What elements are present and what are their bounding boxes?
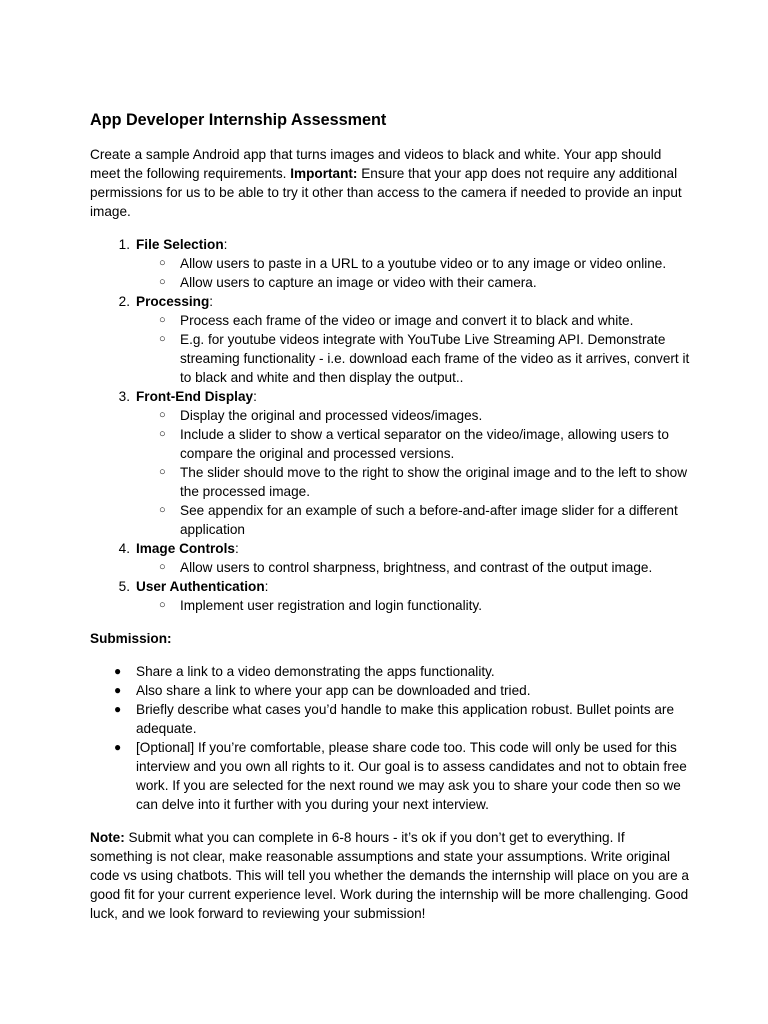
requirement-heading: Processing [136,294,210,309]
requirement-item: 1. File Selection: ○ Allow users to paste in a URL to a youtube video or to any image or video online. ○ Allow users to capture an image or video with their camera. [90,235,690,292]
sub-list-item [136,311,690,330]
sub-list-text: E.g. for youtube videos integrate with YouTube Live Streaming API. Demonstrate streaming functionality - i.e. download each frame of the video as it arrives, convert it to black and white and then display the output.. [180,332,690,385]
submission-text: Briefly describe what cases you’d handle to make this application robust. Bullet points are adequate. [136,702,675,736]
hollow-bullet-icon: ○ [159,333,166,345]
submission-heading: Submission: [90,631,172,646]
sub-list-item [136,501,690,539]
sub-list-item [136,558,690,577]
requirement-number: 2. [118,294,130,309]
sub-list-text: Allow users to paste in a URL to a youtube video or to any image or video online. [180,256,667,271]
sub-list-item [136,273,690,292]
note-label: Note: [90,830,125,845]
sub-list-text: Allow users to control sharpness, brightness, and contrast of the output image. [180,560,653,575]
bullet-dot-icon: ● [114,683,122,697]
requirement-heading: File Selection [136,237,224,252]
requirement-heading: Image Controls [136,541,235,556]
note-text: Submit what you can complete in 6-8 hours - it’s ok if you don’t get to everything. If something is not clear, make reasonable assumptions and state your assumptions. Write original code vs using chatbots. This will tell you whether the demands the internship will place on you are a good fit for your current experience level. Work during the internship will be more challenging. Good luck, and we look forward to reviewing your submission! [90,830,689,921]
hollow-bullet-icon: ○ [159,428,166,440]
requirement-sublist [136,406,690,539]
sub-list-item [136,254,690,273]
submission-text: [Optional] If you’re comfortable, please share code too. This code will only be used for this interview and you own all rights to it. Our goal is to assess candidates and not to obtain free work. If you are selected for the next round we may ask you to share your code then so we can delve into it further with you during your next interview. [136,740,687,812]
sub-list-text: Include a slider to show a vertical separator on the video/image, allowing users to compare the original and processed versions. [180,427,669,461]
hollow-bullet-icon: ○ [159,314,166,326]
intro-paragraph [90,145,690,221]
page-title: App Developer Internship Assessment [90,111,387,129]
requirement-item: 3. Front-End Display: ○ Display the original and processed videos/images. ○ Include a slider to show a vertical separator on the video/image, allowing users to compare the original and processed versions. ○ The slider should move to the right to show the original image and to the left to show the processed image. ○ See appendix for an example of such a before-and-after image slider for a different application [90,387,690,539]
submission-text: Share a link to a video demonstrating the apps functionality. [136,664,495,679]
sub-list-text: See appendix for an example of such a before-and-after image slider for a different application [180,503,678,537]
submission-list [90,662,690,814]
hollow-bullet-icon: ○ [159,599,166,611]
sub-list-text: Display the original and processed videos/images. [180,408,483,423]
requirement-item: 5. User Authentication: ○ Implement user registration and login functionality. [90,577,690,615]
sub-list-text: Process each frame of the video or image and convert it to black and white. [180,313,634,328]
submission-item [90,738,690,814]
hollow-bullet-icon: ○ [159,409,166,421]
requirement-number: 3. [118,389,130,404]
requirement-number: 5. [118,579,130,594]
hollow-bullet-icon: ○ [159,561,166,573]
requirement-number: 4. [118,541,130,556]
intro-text-before: Create a sample Android app that turns images and videos to black and white. Your app should meet the following requirements. [90,147,662,181]
requirement-sublist [136,311,690,387]
sub-list-item [136,425,690,463]
sub-list-item [136,463,690,501]
submission-text: Also share a link to where your app can be downloaded and tried. [136,683,531,698]
submission-item [90,700,690,738]
sub-list-text: Implement user registration and login functionality. [180,598,482,613]
bullet-dot-icon: ● [114,740,122,754]
requirements-list [90,235,690,615]
submission-item [90,662,690,681]
submission-item [90,681,690,700]
sub-list-item [136,406,690,425]
bullet-dot-icon: ● [114,664,122,678]
requirement-item: 4. Image Controls: ○ Allow users to control sharpness, brightness, and contrast of the output image. [90,539,690,577]
intro-text-after: Ensure that your app does not require any additional permissions for us to be able to try it other than access to the camera if needed to provide an input image. [90,166,682,219]
sub-list-text: The slider should move to the right to show the original image and to the left to show the processed image. [180,465,688,499]
hollow-bullet-icon: ○ [159,276,166,288]
bullet-dot-icon: ● [114,702,122,716]
requirement-heading: User Authentication [136,579,265,594]
requirement-item: 2. Processing: ○ Process each frame of the video or image and convert it to black and white. ○ E.g. for youtube videos integrate with YouTube Live Streaming API. Demonstrate streaming functionality - i.e. download each frame of the video as it arrives, convert it to black and white and then display the output.. [90,292,690,387]
requirement-sublist [136,596,690,615]
hollow-bullet-icon: ○ [159,466,166,478]
sub-list-text: Allow users to capture an image or video with their camera. [180,275,537,290]
note-paragraph [90,828,690,923]
requirement-number: 1. [118,237,130,252]
sub-list-item [136,330,690,387]
requirement-heading: Front-End Display [136,389,254,404]
intro-important-label: Important: [290,166,358,181]
requirement-sublist [136,558,690,577]
hollow-bullet-icon: ○ [159,504,166,516]
requirement-sublist [136,254,690,292]
hollow-bullet-icon: ○ [159,257,166,269]
sub-list-item [136,596,690,615]
document-body [90,109,690,923]
